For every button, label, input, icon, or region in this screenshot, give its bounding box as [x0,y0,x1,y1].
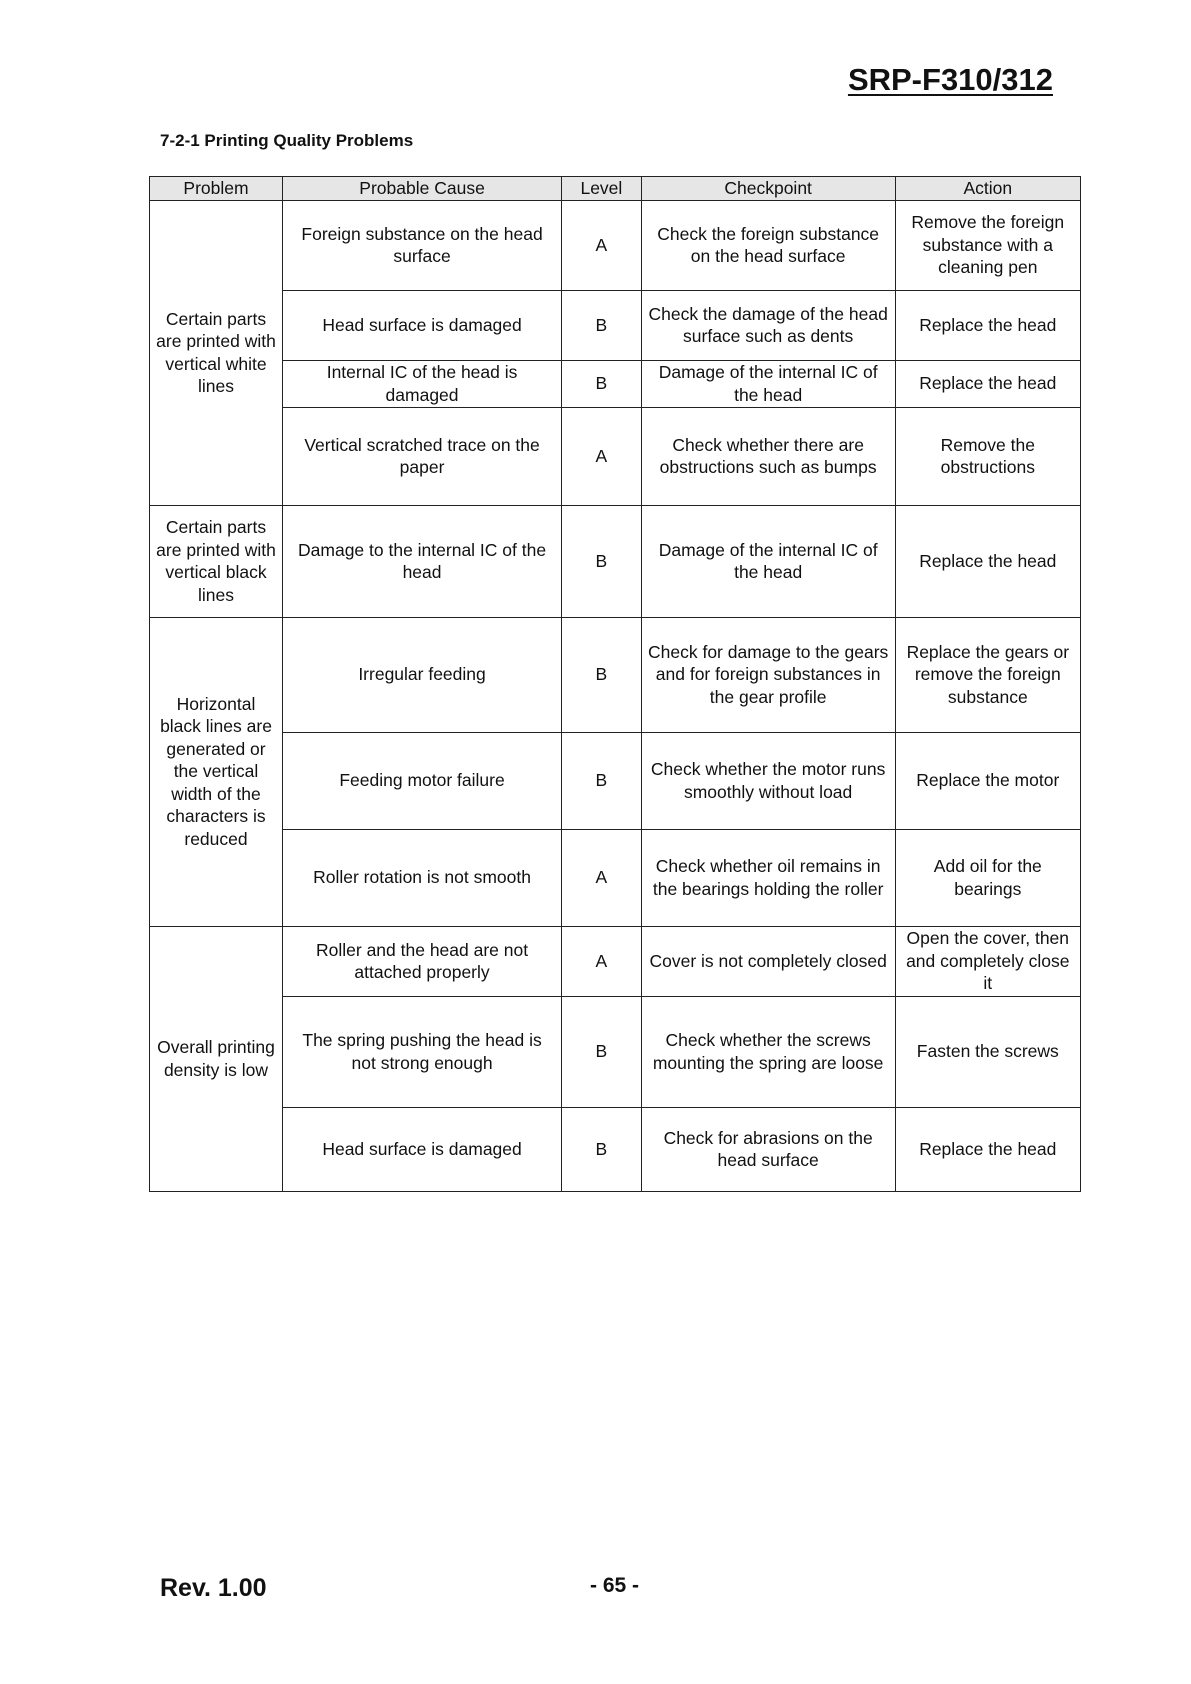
table-row [150,829,1081,926]
checkpoint-cell: Damage of the internal IC of the head [641,505,895,617]
table-row [150,617,1081,732]
document-model-title: SRP-F310/312 [847,62,1053,97]
column-header-probable-cause: Probable Cause [283,177,562,201]
cause-cell: Head surface is damaged [283,1107,562,1191]
cause-cell: Internal IC of the head is damaged [283,360,562,407]
action-cell: Replace the head [895,1107,1080,1191]
action-cell: Open the cover, then and completely close it [895,926,1080,996]
action-cell: Remove the foreign substance with a cleaning pen [895,200,1080,290]
checkpoint-cell: Check the foreign substance on the head surface [641,200,895,290]
checkpoint-cell: Check for damage to the gears and for foreign substances in the gear profile [641,617,895,732]
checkpoint-cell: Check the damage of the head surface such as dents [641,290,895,360]
problem-cell: Certain parts are printed with vertical black lines [150,505,283,617]
cause-cell: Roller and the head are not attached properly [283,926,562,996]
checkpoint-cell: Check for abrasions on the head surface [641,1107,895,1191]
cause-cell: Roller rotation is not smooth [283,829,562,926]
action-cell: Replace the gears or remove the foreign substance [895,617,1080,732]
column-header-problem: Problem [150,177,283,201]
table-row [150,996,1081,1107]
level-cell: B [562,290,642,360]
level-cell: A [562,829,642,926]
cause-cell: Head surface is damaged [283,290,562,360]
table-row [150,200,1081,290]
action-cell: Remove the obstructions [895,407,1080,505]
cause-cell: Irregular feeding [283,617,562,732]
problem-cell: Horizontal black lines are generated or the vertical width of the characters is reduced [150,617,283,926]
level-cell: A [562,926,642,996]
table-row [150,732,1081,829]
checkpoint-cell: Check whether the motor runs smoothly without load [641,732,895,829]
cause-cell: Vertical scratched trace on the paper [283,407,562,505]
level-cell: A [562,407,642,505]
table-row [150,926,1081,996]
level-cell: B [562,996,642,1107]
checkpoint-cell: Check whether oil remains in the bearings holding the roller [641,829,895,926]
level-cell: B [562,732,642,829]
checkpoint-cell: Damage of the internal IC of the head [641,360,895,407]
level-cell: B [562,617,642,732]
table-row [150,1107,1081,1191]
level-cell: B [562,1107,642,1191]
level-cell: B [562,360,642,407]
checkpoint-cell: Cover is not completely closed [641,926,895,996]
action-cell: Replace the head [895,505,1080,617]
action-cell: Add oil for the bearings [895,829,1080,926]
cause-cell: Foreign substance on the head surface [283,200,562,290]
level-cell: A [562,200,642,290]
table-header-row [150,177,1081,201]
action-cell: Replace the motor [895,732,1080,829]
column-header-checkpoint: Checkpoint [641,177,895,201]
table-row [150,505,1081,617]
checkpoint-cell: Check whether there are obstructions such as bumps [641,407,895,505]
problem-cell: Certain parts are printed with vertical white lines [150,200,283,505]
action-cell: Fasten the screws [895,996,1080,1107]
cause-cell: Feeding motor failure [283,732,562,829]
column-header-action: Action [895,177,1080,201]
action-cell: Replace the head [895,290,1080,360]
level-cell: B [562,505,642,617]
table-row [150,290,1081,360]
cause-cell: Damage to the internal IC of the head [283,505,562,617]
cause-cell: The spring pushing the head is not strong enough [283,996,562,1107]
problem-cell: Overall printing density is low [150,926,283,1191]
column-header-level: Level [562,177,642,201]
troubleshooting-table [149,176,1081,1192]
action-cell: Replace the head [895,360,1080,407]
revision-label: Rev. 1.00 [160,1574,267,1602]
table-row [150,360,1081,407]
section-heading: 7-2-1 Printing Quality Problems [160,131,414,150]
table-row [150,407,1081,505]
page-number: - 65 - [590,1574,640,1597]
checkpoint-cell: Check whether the screws mounting the spring are loose [641,996,895,1107]
